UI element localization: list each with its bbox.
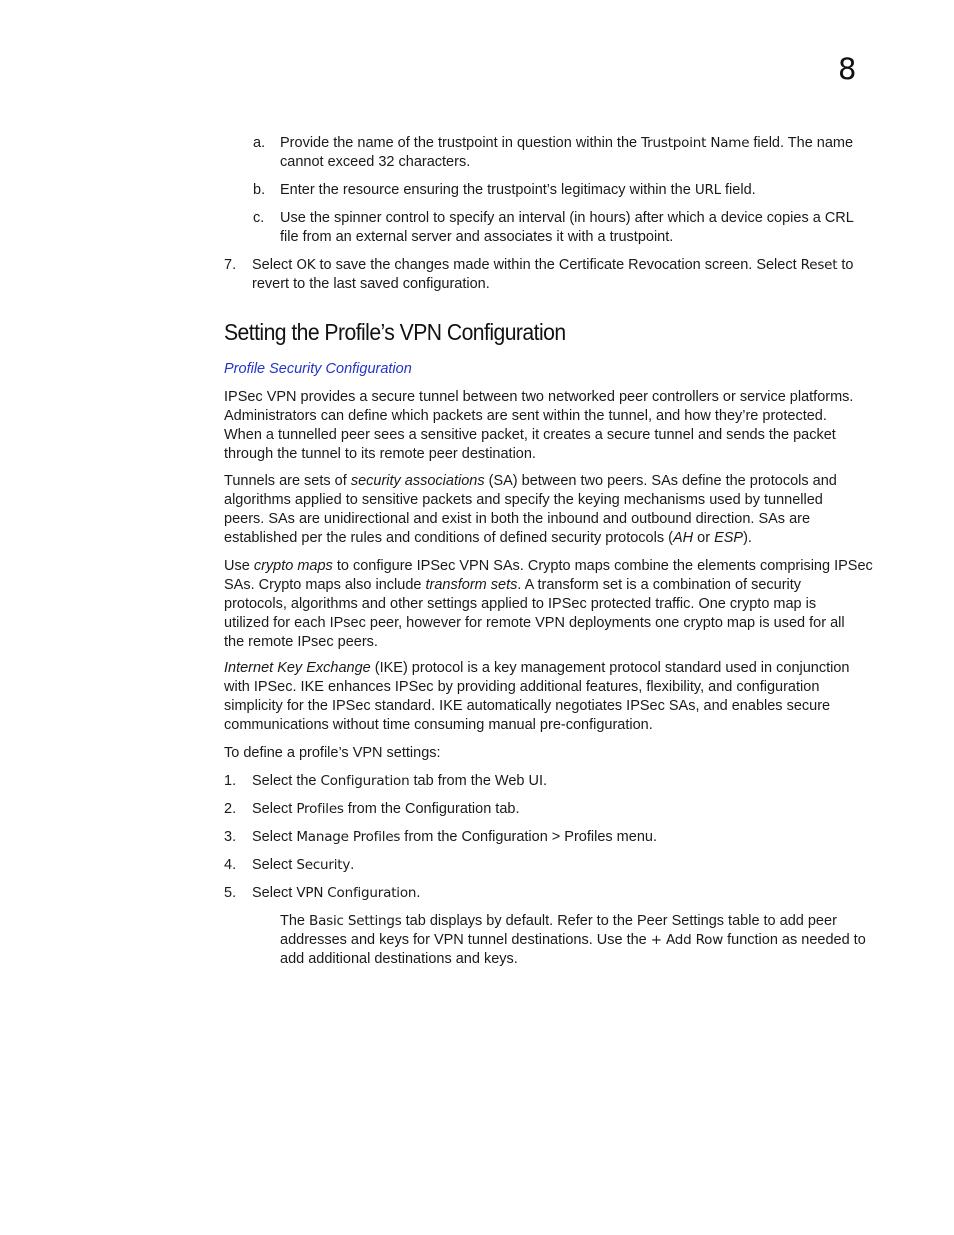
step-1-marker: 1. [224,773,237,789]
substep-b-marker: b. [253,182,266,198]
vpn-configuration-label: VPN Configuration. [296,885,421,901]
substep-a-text: Provide the name of the trustpoint in question within the Trustpoint Name field. The name cannot exceed 32 characters. [280,135,854,170]
security-label: Security [296,857,351,873]
substep-a-marker: a. [253,135,266,151]
substep-b-text: Enter the resource ensuring the trustpoint’s legitimacy within the URL field. [280,182,756,198]
step-7-marker: 7. [224,257,237,273]
substep-c-text: Use the spinner control to specify an interval (in hours) after which a device copies a CRL file from an external server and associates it with a trustpoint. [280,210,854,245]
step-5-marker: 5. [224,885,237,901]
step-2-marker: 2. [224,801,237,817]
reset-label: Reset [800,257,838,273]
ok-label: OK [296,257,316,273]
add-row-label: + Add Row [650,932,724,948]
step-5-text: Select VPN Configuration. [252,885,421,901]
profile-security-configuration-link[interactable]: Profile Security Configuration [224,361,412,377]
step-3-marker: 3. [224,829,237,845]
paragraph-ike: Internet Key Exchange (IKE) protocol is a key management protocol standard used in conjunction with IPSec. IKE enhances IPSec by providing additional features, flexibility, and configuration simplicity for the IPSec standard. IKE automatically negotiates IPSec SAs, and enables secure communications without time consuming manual pre-configuration. [224,660,850,733]
step-5-note: The Basic Settings tab displays by default. Refer to the Peer Settings table to add peer addresses and keys for VPN tunnel destinations. Use the + Add Row function as needed to add additional destinations and keys. [280,913,866,967]
url-label: URL [694,182,721,198]
paragraph-crypto-maps: Use crypto maps to configure IPSec VPN SAs. Crypto maps combine the elements comprising IPSec SAs. Crypto maps also include transform sets. A transform set is a combination of security protocols, algorithms and other settings applied to IPSec protected traffic. One crypto map is utilized for each IPsec peer, however for remote VPN deployments one crypto map is used for all the remote IPsec peers. [224,558,873,650]
chapter-number: 8 [838,52,857,86]
step-2-text: Select Profiles from the Configuration tab. [252,801,520,817]
substep-c-marker: c. [253,210,265,226]
step-7-text: Select OK to save the changes made within the Certificate Revocation screen. Select Reset to revert to the last saved configuration. [252,257,854,292]
step-4-marker: 4. [224,857,237,873]
step-3-text: Select Manage Profiles from the Configuration > Profiles menu. [252,829,657,845]
step-4-text: Select Security. [252,857,355,873]
paragraph-ipsec-vpn: IPSec VPN provides a secure tunnel between two networked peer controllers or service platforms. Administrators can define which packets are sent within the tunnel, and how they’re protected. When a tunnelled peer sees a sensitive packet, it creates a secure tunnel and sends the packet through the tunnel to its remote peer destination. [224,389,854,462]
configuration-label: Configuration [320,773,410,789]
basic-settings-label: Basic Settings [309,913,402,929]
procedure-intro: To define a profile’s VPN settings: [224,745,441,761]
section-heading: Setting the Profile’s VPN Configuration [224,319,566,345]
profiles-label: Profiles [296,801,344,817]
paragraph-tunnels: Tunnels are sets of security associations (SA) between two peers. SAs define the protocols and algorithms applied to sensitive packets and specify the keying mechanisms used by tunnelled peers. SAs are unidirectional and exist in both the inbound and outbound direction. SAs are established per the rules and conditions of defined security protocols (AH or ESP). [224,473,837,546]
trustpoint-name-label: Trustpoint Name [641,135,750,151]
step-1-text: Select the Configuration tab from the Web UI. [252,773,548,789]
manage-profiles-label: Manage Profiles [296,829,401,845]
